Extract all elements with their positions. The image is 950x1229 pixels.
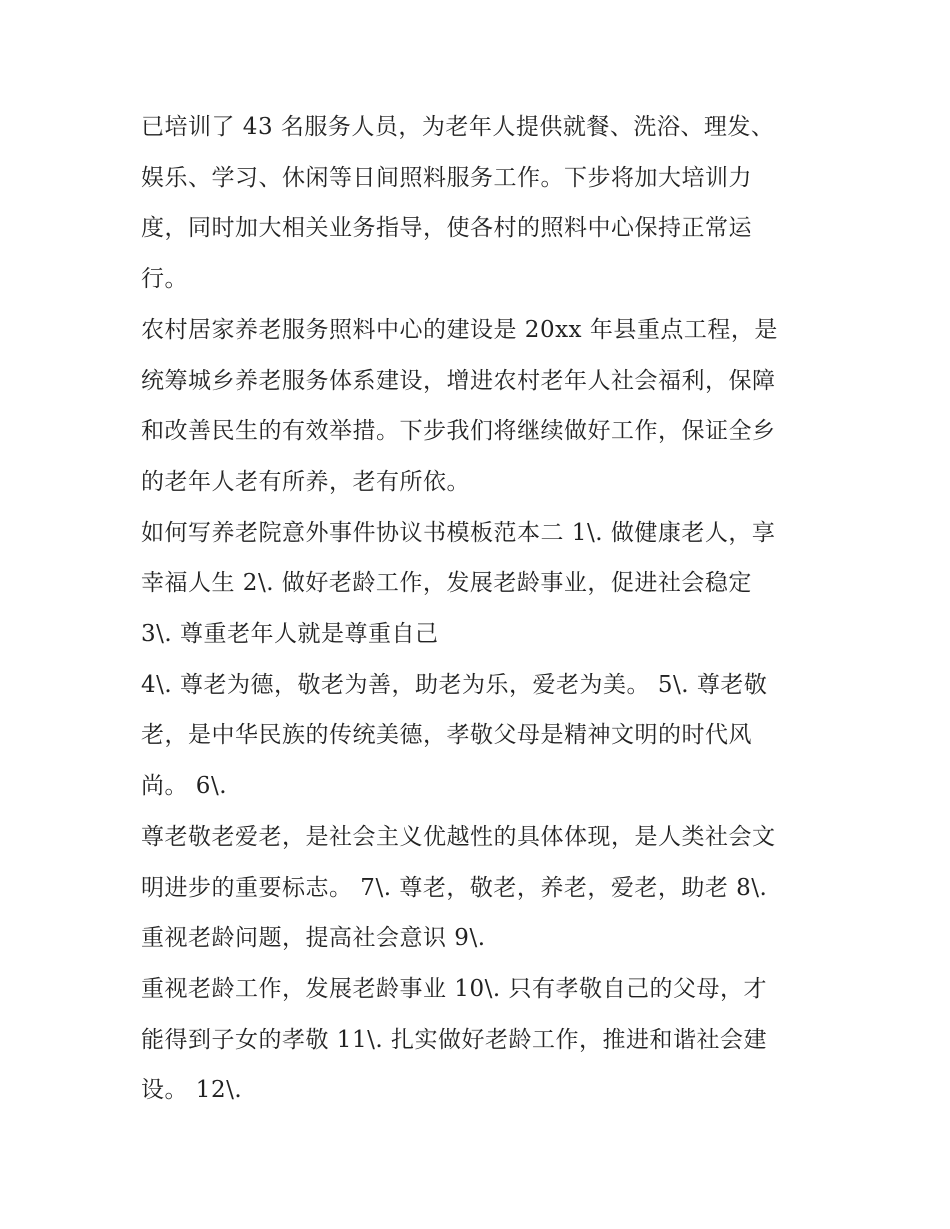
text-line: 统筹城乡养老服务体系建设，增进农村老年人社会福利，保障 [141,367,776,394]
text-line: 明进步的重要标志。 7\. 尊老，敬老，养老，爱老，助老 8\. [141,874,768,901]
text-line: 重视老龄问题，提高社会意识 9\. [141,925,486,952]
text-line: 的老年人老有所养，老有所依。 [141,468,470,495]
text-line: 4\. 尊老为德，敬老为善，助老为乐，爱老为美。 5\. 尊老敬 [141,671,768,698]
text-line: 和改善民生的有效举措。下步我们将继续做好工作，保证全乡 [141,418,776,445]
text-line: 能得到子女的孝敬 11\. 扎实做好老龄工作，推进和谐社会建 [141,1026,767,1053]
text-line: 如何写养老院意外事件协议书模板范本二 1\. 做健康老人，享 [141,519,776,546]
paragraph-6 [141,964,821,1116]
text-line: 尚。 6\. [141,773,228,800]
text-line: 老，是中华民族的传统美德，孝敬父母是精神文明的时代风 [141,722,752,749]
paragraph-1 [141,102,821,305]
text-line: 尊老敬老爱老，是社会主义优越性的具体体现，是人类社会文 [141,823,776,850]
text-line: 重视老龄工作，发展老龄事业 10\. 只有孝敬自己的父母，才 [141,975,767,1002]
paragraph-4 [141,660,821,812]
text-line: 度，同时加大相关业务指导，使各村的照料中心保持正常运 [141,215,752,242]
text-line: 行。 [141,266,188,293]
text-line: 已培训了 43 名服务人员，为老年人提供就餐、洗浴、理发、 [141,114,775,140]
text-line: 3\. 尊重老年人就是尊重自己 [141,621,439,648]
text-line: 幸福人生 2\. 做好老龄工作，发展老龄事业，促进社会稳定 [141,570,752,597]
text-line: 设。 12\. [141,1077,243,1104]
text-line: 娱乐、学习、休闲等日间照料服务工作。下步将加大培训力 [141,164,752,191]
paragraph-5 [141,812,821,964]
paragraph-2 [141,305,821,508]
paragraph-3 [141,508,821,660]
text-line: 农村居家养老服务照料中心的建设是 20xx 年县重点工程，是 [141,316,778,343]
document-body [141,102,821,1116]
